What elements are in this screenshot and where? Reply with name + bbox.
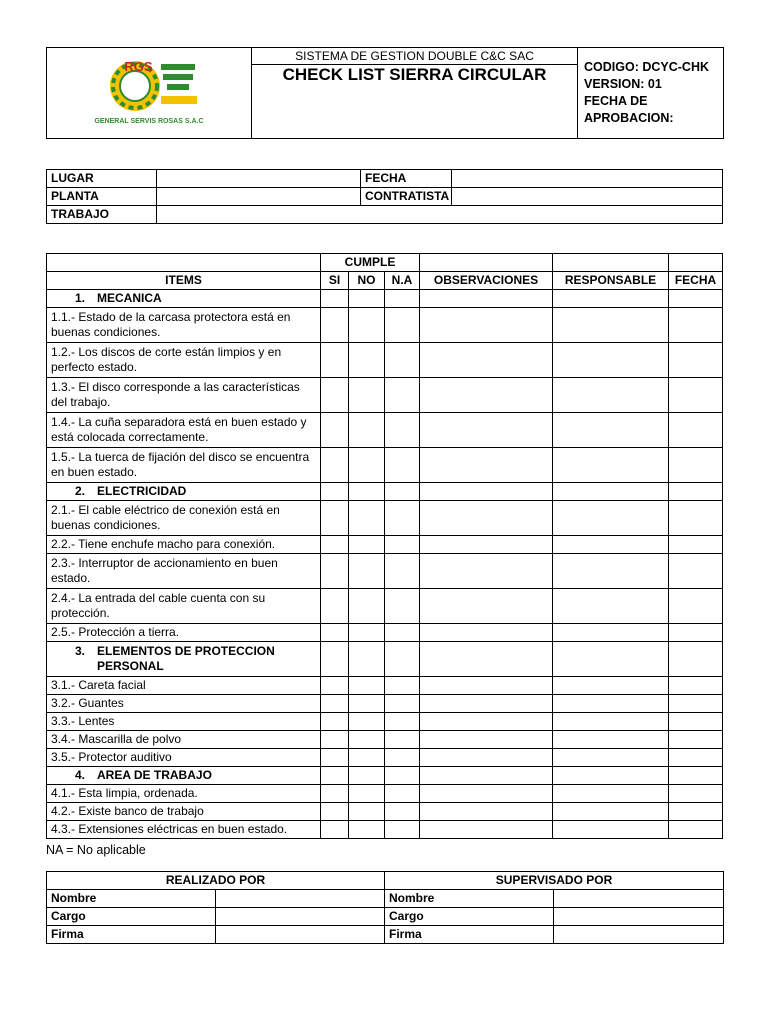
checklist-item: 2.5.- Protección a tierra. [47,624,321,642]
section-blank-cell [420,483,553,501]
document-version: VERSION: 01 [584,77,662,91]
responsable-cell[interactable] [553,677,669,695]
supervisado-nombre-label: Nombre [385,890,554,908]
na-cell[interactable] [385,501,420,536]
realizado-cargo-label: Cargo [47,908,216,926]
checklist-item: 2.1.- El cable eléctrico de conexión está en buenas condiciones. [47,501,321,536]
section-title [47,642,321,677]
fecha-cell[interactable] [669,785,723,803]
section-blank-cell [553,483,669,501]
table-row [47,731,723,749]
section-blank-cell [420,767,553,785]
fecha-cell[interactable] [669,589,723,624]
no-cell[interactable] [349,695,385,713]
section-blank-cell [349,290,385,308]
checklist-item: 3.1.- Careta facial [47,677,321,695]
fecha-cell[interactable] [669,624,723,642]
realizado-nombre-field[interactable] [216,890,385,908]
section-row [47,767,723,785]
table-row [47,413,723,448]
observaciones-cell[interactable] [420,448,553,483]
checklist-item: 1.2.- Los discos de corte están limpios y en perfecto estado. [47,343,321,378]
section-blank-cell [385,290,420,308]
realizado-firma-field[interactable] [216,926,385,944]
fecha-cell[interactable] [669,413,723,448]
section-number: 2. [75,484,86,498]
si-cell[interactable] [321,821,349,839]
lugar-field[interactable] [157,170,361,188]
na-cell[interactable] [385,803,420,821]
document-code-block [578,48,724,139]
management-system: SISTEMA DE GESTION DOUBLE C&C SAC [252,48,578,65]
observaciones-cell[interactable] [420,589,553,624]
si-cell[interactable] [321,343,349,378]
planta-label: PLANTA [47,188,157,206]
general-info-table [46,169,723,224]
section-label: ELEMENTOS DE PROTECCION PERSONAL [97,644,275,673]
responsable-cell[interactable] [553,554,669,589]
observaciones-cell[interactable] [420,343,553,378]
trabajo-label: TRABAJO [47,206,157,224]
document-code: CODIGO: DCYC-CHK [584,60,709,74]
no-cell[interactable] [349,448,385,483]
na-cell[interactable] [385,589,420,624]
na-cell[interactable] [385,677,420,695]
section-blank-cell [385,642,420,677]
observaciones-cell[interactable] [420,308,553,343]
fecha-field[interactable] [452,170,723,188]
supervisado-por-header: SUPERVISADO POR [385,872,724,890]
checklist-item: 2.3.- Interruptor de accionamiento en buen estado. [47,554,321,589]
table-row [47,448,723,483]
no-cell[interactable] [349,308,385,343]
si-cell[interactable] [321,749,349,767]
na-cell[interactable] [385,448,420,483]
si-cell[interactable] [321,413,349,448]
realizado-nombre-label: Nombre [47,890,216,908]
section-blank-cell [669,642,723,677]
observaciones-cell[interactable] [420,624,553,642]
si-cell[interactable] [321,448,349,483]
observaciones-cell[interactable] [420,803,553,821]
na-cell[interactable] [385,624,420,642]
checklist-item: 3.2.- Guantes [47,695,321,713]
responsable-cell[interactable] [553,803,669,821]
fecha-cell[interactable] [669,448,723,483]
no-cell[interactable] [349,749,385,767]
company-logo [47,48,252,139]
si-cell[interactable] [321,785,349,803]
fecha-cell[interactable] [669,677,723,695]
table-row [47,589,723,624]
table-row [47,554,723,589]
table-row [47,343,723,378]
na-cell[interactable] [385,413,420,448]
table-row [47,677,723,695]
responsable-cell[interactable] [553,695,669,713]
supervisado-cargo-label: Cargo [385,908,554,926]
section-row [47,290,723,308]
responsable-cell[interactable] [553,821,669,839]
si-cell[interactable] [321,501,349,536]
table-row [47,536,723,554]
na-cell[interactable] [385,785,420,803]
na-cell[interactable] [385,554,420,589]
cumple-header: CUMPLE [321,254,420,272]
logo-letters: RGS [124,58,153,74]
section-blank-cell [349,767,385,785]
section-blank-cell [385,483,420,501]
realizado-cargo-field[interactable] [216,908,385,926]
responsable-cell[interactable] [553,589,669,624]
no-cell[interactable] [349,501,385,536]
na-cell[interactable] [385,821,420,839]
si-cell[interactable] [321,677,349,695]
no-cell[interactable] [349,677,385,695]
si-cell[interactable] [321,308,349,343]
observaciones-cell[interactable] [420,677,553,695]
responsable-cell[interactable] [553,624,669,642]
contratista-field[interactable] [452,188,723,206]
section-number: 1. [75,291,86,305]
si-cell[interactable] [321,695,349,713]
table-row [47,695,723,713]
responsable-cell[interactable] [553,448,669,483]
section-blank-cell [669,767,723,785]
responsable-cell[interactable] [553,343,669,378]
trabajo-field[interactable] [157,206,723,224]
supervisado-nombre-field[interactable] [554,890,724,908]
fecha-cell[interactable] [669,536,723,554]
col-na: N.A [385,272,420,290]
observaciones-cell[interactable] [420,554,553,589]
observaciones-cell[interactable] [420,695,553,713]
checklist-item: 4.2.- Existe banco de trabajo [47,803,321,821]
section-blank-cell [553,642,669,677]
observaciones-cell[interactable] [420,413,553,448]
table-row [47,803,723,821]
section-blank-cell [349,642,385,677]
fecha-cell[interactable] [669,308,723,343]
fecha-cell[interactable] [669,695,723,713]
logo-company-name: GENERAL SERVIS ROSAS S.A.C [94,117,204,125]
no-cell[interactable] [349,785,385,803]
fecha-cell[interactable] [669,554,723,589]
si-cell[interactable] [321,713,349,731]
no-cell[interactable] [349,713,385,731]
no-cell[interactable] [349,821,385,839]
realizado-por-header: REALIZADO POR [47,872,385,890]
planta-field[interactable] [157,188,361,206]
section-label: MECANICA [97,291,162,305]
checklist-item: 3.3.- Lentes [47,713,321,731]
na-cell[interactable] [385,536,420,554]
table-row [47,624,723,642]
observaciones-cell[interactable] [420,785,553,803]
no-cell[interactable] [349,624,385,642]
approval-date-label-2: APROBACION: [584,111,674,125]
na-cell[interactable] [385,731,420,749]
table-row [47,308,723,343]
checklist-item: 3.4.- Mascarilla de polvo [47,731,321,749]
responsable-cell[interactable] [553,308,669,343]
observaciones-cell[interactable] [420,501,553,536]
responsable-cell[interactable] [553,713,669,731]
section-title [47,767,321,785]
section-blank-cell [321,290,349,308]
contratista-label: CONTRATISTA [361,188,452,206]
section-blank-cell [669,290,723,308]
na-cell[interactable] [385,713,420,731]
si-cell[interactable] [321,589,349,624]
responsable-cell[interactable] [553,731,669,749]
no-cell[interactable] [349,343,385,378]
signature-table [46,871,724,944]
si-cell[interactable] [321,803,349,821]
col-fecha: FECHA [669,272,723,290]
section-blank-cell [321,483,349,501]
col-items: ITEMS [47,272,321,290]
table-row [47,821,723,839]
section-row [47,642,723,677]
document-header [46,47,724,139]
fecha-cell[interactable] [669,803,723,821]
fecha-cell[interactable] [669,821,723,839]
col-observaciones: OBSERVACIONES [420,272,553,290]
checklist-item: 3.5.- Protector auditivo [47,749,321,767]
checklist-table [46,253,723,839]
responsable-cell[interactable] [553,536,669,554]
supervisado-firma-label: Firma [385,926,554,944]
section-title [47,290,321,308]
no-cell[interactable] [349,731,385,749]
observaciones-cell[interactable] [420,536,553,554]
observaciones-cell[interactable] [420,378,553,413]
no-cell[interactable] [349,536,385,554]
section-blank-cell [553,290,669,308]
no-cell[interactable] [349,554,385,589]
fecha-cell[interactable] [669,501,723,536]
table-row [47,378,723,413]
col-si: SI [321,272,349,290]
na-cell[interactable] [385,749,420,767]
checklist-item: 2.2.- Tiene enchufe macho para conexión. [47,536,321,554]
col-no: NO [349,272,385,290]
si-cell[interactable] [321,731,349,749]
checklist-item: 2.4.- La entrada del cable cuenta con su protección. [47,589,321,624]
fecha-label: FECHA [361,170,452,188]
fecha-cell[interactable] [669,378,723,413]
section-number: 4. [75,768,86,782]
responsable-cell[interactable] [553,749,669,767]
si-cell[interactable] [321,624,349,642]
no-cell[interactable] [349,413,385,448]
fecha-cell[interactable] [669,343,723,378]
section-blank-cell [321,767,349,785]
observaciones-cell[interactable] [420,821,553,839]
si-cell[interactable] [321,536,349,554]
na-cell[interactable] [385,308,420,343]
checklist-item: 4.3.- Extensiones eléctricas en buen estado. [47,821,321,839]
col-responsable: RESPONSABLE [553,272,669,290]
table-row [47,749,723,767]
fecha-cell[interactable] [669,713,723,731]
table-row [47,713,723,731]
si-cell[interactable] [321,378,349,413]
na-note: NA = No aplicable [46,843,146,857]
checklist-body [47,290,723,839]
realizado-firma-label: Firma [47,926,216,944]
approval-date-label-1: FECHA DE [584,94,648,108]
fecha-cell[interactable] [669,749,723,767]
no-cell[interactable] [349,378,385,413]
responsable-cell[interactable] [553,501,669,536]
checklist-item: 1.5.- La tuerca de fijación del disco se encuentra en buen estado. [47,448,321,483]
section-blank-cell [420,290,553,308]
fecha-cell[interactable] [669,731,723,749]
table-row [47,501,723,536]
section-label: ELECTRICIDAD [97,484,187,498]
section-blank-cell [349,483,385,501]
si-cell[interactable] [321,554,349,589]
na-cell[interactable] [385,378,420,413]
table-row [47,785,723,803]
supervisado-cargo-field[interactable] [554,908,724,926]
section-blank-cell [321,642,349,677]
checklist-item: 1.3.- El disco corresponde a las características del trabajo. [47,378,321,413]
lugar-label: LUGAR [47,170,157,188]
responsable-cell[interactable] [553,785,669,803]
observaciones-cell[interactable] [420,713,553,731]
section-row [47,483,723,501]
observaciones-cell[interactable] [420,749,553,767]
observaciones-cell[interactable] [420,731,553,749]
section-blank-cell [420,642,553,677]
checklist-item: 1.4.- La cuña separadora está en buen estado y está colocada correctamente. [47,413,321,448]
section-blank-cell [553,767,669,785]
document-title: CHECK LIST SIERRA CIRCULAR [252,65,578,139]
responsable-cell[interactable] [553,378,669,413]
checklist-item: 4.1.- Esta limpia, ordenada. [47,785,321,803]
responsable-cell[interactable] [553,413,669,448]
no-cell[interactable] [349,803,385,821]
na-cell[interactable] [385,695,420,713]
section-blank-cell [385,767,420,785]
supervisado-firma-field[interactable] [554,926,724,944]
section-label: AREA DE TRABAJO [97,768,212,782]
no-cell[interactable] [349,589,385,624]
na-cell[interactable] [385,343,420,378]
section-number: 3. [75,644,86,658]
checklist-item: 1.1.- Estado de la carcasa protectora está en buenas condiciones. [47,308,321,343]
section-blank-cell [669,483,723,501]
section-title [47,483,321,501]
